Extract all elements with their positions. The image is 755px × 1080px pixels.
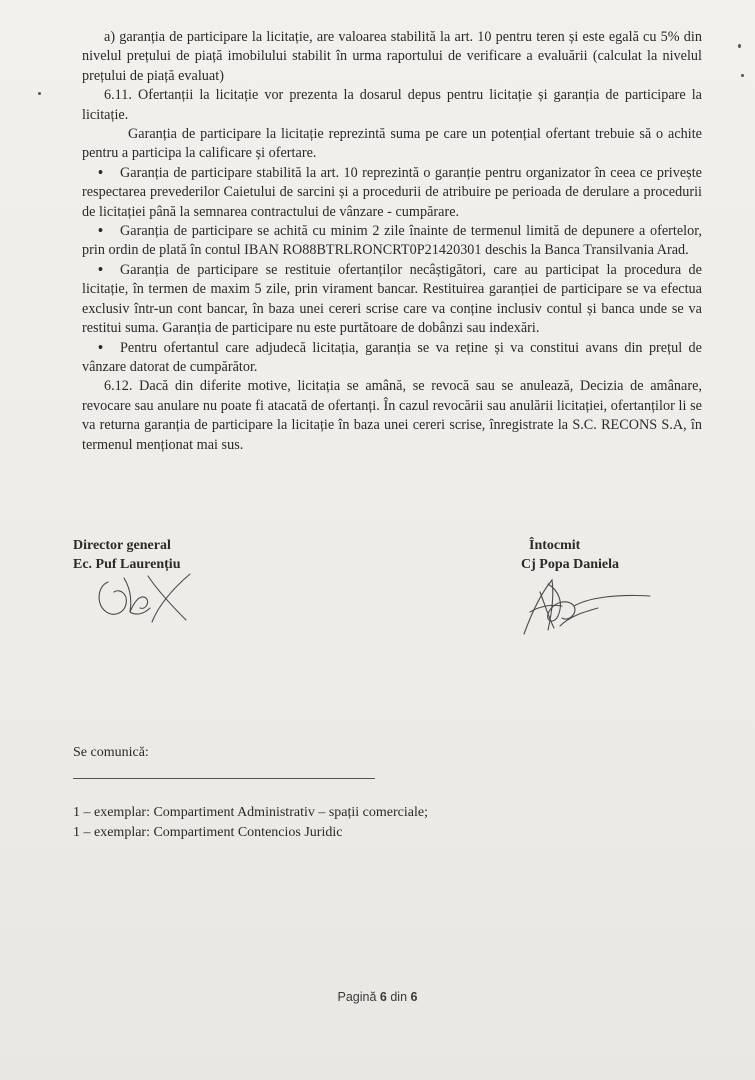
paragraph-6-12: 6.12. Dacă din diferite motive, licitația se amână, se revocă sau se anulează, Decizia de amânare, revocare sau anulare nu poate fi atacată de ofertanți. În cazul revocării sau anulării licitației, ofertanților li se va returna garanția de participare la licitație în baza unei cereri scrise, înregistrate la S.C. RECONS S.A, în termenul menționat mai sus. [82, 378, 702, 453]
distribution-item: 1 – exemplar: Compartiment Administrativ – spații comerciale; [73, 805, 428, 820]
signer-title: Întocmit [529, 538, 581, 553]
bullet-icon: • [98, 339, 103, 356]
bullet-item [82, 339, 702, 378]
signer-name: Ec. Puf Laurențiu [73, 557, 181, 572]
total-page-number: 6 [410, 990, 418, 1004]
handwritten-signature-left [90, 568, 200, 628]
bullet-text: Garanția de participare stabilită la art. 10 reprezintă o garanție pentru organizator în ceea ce privește respectarea prevederilor Caietului de sarcini și a procedurii de atribuire pe perioada de derulare a procedurii de licitației până la semnarea contractului de vânzare - cumpărare. [82, 164, 702, 220]
paragraph-6-11: 6.11. Ofertanții la licitație vor prezenta la dosarul depus pentru licitație și garanția de participare la licitație. [82, 87, 702, 123]
bullet-item [82, 164, 702, 222]
paper-speck [741, 74, 744, 77]
paper-speck [38, 92, 41, 95]
paragraph-a: a) garanția de participare la licitație, are valoarea stabilită la art. 10 pentru teren și este egală cu 5% din nivelul prețului de piață imobilului stabilit în urma raportului de verificare a evaluării (calculat la nivelul prețului de piață evaluat) [82, 29, 702, 84]
distribution-list [73, 803, 428, 842]
signature-block-prepared [521, 536, 619, 574]
bullet-text: Garanția de participare se achită cu minim 2 zile înainte de termenul limită de depunere a ofertelor, prin ordin de plată în contul IBAN RO88BTRLRONCRT0P21420301 deschis la Banca Transilvania Arad. [82, 223, 702, 259]
document-body [82, 28, 702, 455]
page-word: Pagină [337, 990, 377, 1004]
current-page-number: 6 [379, 990, 387, 1004]
communication-label: Se comunică: [73, 745, 149, 760]
paper-speck [738, 44, 741, 48]
handwritten-signature-right [518, 572, 658, 642]
bullet-item [82, 261, 702, 339]
paragraph-guarantee-definition: Garanția de participare la licitație reprezintă suma pe care un potențial ofertant trebuie să o achite pentru a participa la calificare și ofertare. [82, 126, 702, 162]
bullet-icon: • [98, 164, 103, 181]
bullet-item [82, 222, 702, 261]
signer-title: Director general [73, 538, 171, 553]
signer-name: Cj Popa Daniela [521, 557, 619, 572]
bullet-text: Pentru ofertantul care adjudecă licitația, garanția se va reține și va constitui avans din prețul de vânzare datorat de cumpărător. [82, 339, 702, 375]
page-sep: din [390, 990, 408, 1004]
page-footer [0, 990, 755, 1004]
bullet-text: Garanția de participare se restituie ofertanților necâștigători, care au participat la procedura de licitație, în termen de maxim 5 zile, prin virament bancar. Restituirea garanției de participare se va efectua exclusiv într-un cont bancar, în baza unei cereri scrise care va conține inclusiv contul și banca unde se va restitui suma. Garanția de participare nu este purtătoare de dobânzi sau indexări. [82, 261, 702, 337]
distribution-item: 1 – exemplar: Compartiment Contencios Juridic [73, 824, 343, 840]
bullet-icon: • [98, 223, 103, 240]
divider-line [73, 778, 375, 779]
bullet-icon: • [98, 261, 103, 278]
